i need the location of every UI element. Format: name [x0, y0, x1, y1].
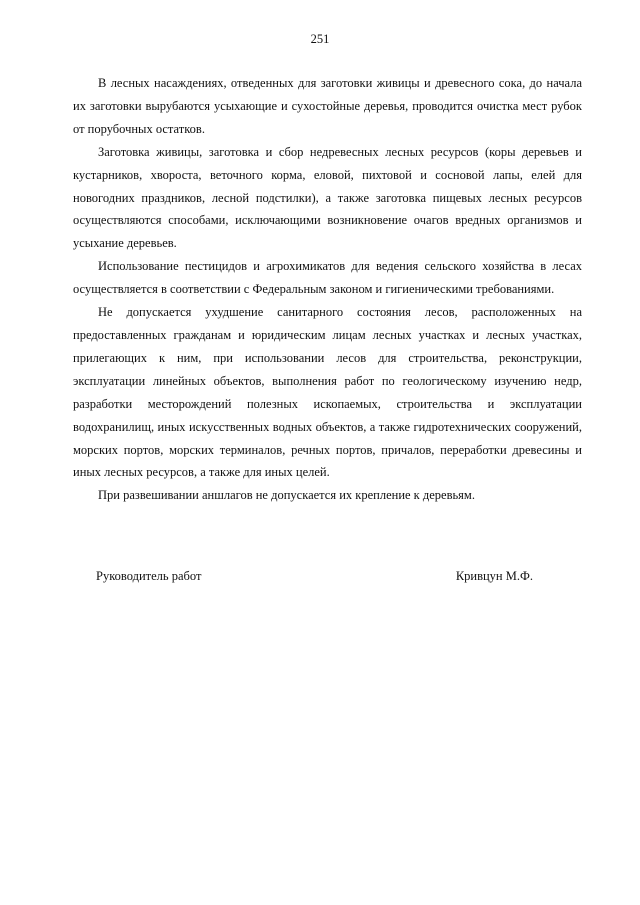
paragraph-sanitary-condition: Не допускается ухудшение санитарного состояния лесов, расположенных на предоставленных гражданам и юридическим лицам лесных участках и лесных участках, прилегающих к ним, при использовании лесов для строительства, реконструкции, эксплуатации линейных объектов, выполнения работ по геологическому изучению недр, разработки месторождений полезных ископаемых, строительства и эксплуатации водохранилищ, иных искусственных водных объектов, а также гидротехнических сооружений, морских портов, морских терминалов, речных портов, причалов, переработки древесины и иных лесных ресурсов, а также для иных целей. — [73, 305, 582, 480]
paragraph-non-timber-resources: Заготовка живицы, заготовка и сбор недревесных лесных ресурсов (коры деревьев и кустарников, хвороста, веточного корма, еловой, пихтовой и сосновой лапы, елей для новогодних праздников, лесной подстилки), а также заготовка пищевых лесных ресурсов осуществляются способами, исключающими возникновение очагов вредных организмов и усыхание деревьев. — [73, 144, 582, 251]
signature-block — [96, 568, 533, 584]
document-body — [73, 72, 582, 507]
signature-role: Руководитель работ — [96, 569, 202, 583]
paragraph-pesticides-usage: Использование пестицидов и агрохимикатов для ведения сельского хозяйства в лесах осуществляется в соответствии с Федеральным законом и гигиеническими требованиями. — [73, 259, 582, 297]
paragraph-signs-attachment: При развешивании аншлагов не допускается их крепление к деревьям. — [98, 488, 475, 503]
paragraph-resin-collection-clearing: В лесных насаждениях, отведенных для заготовки живицы и древесного сока, до начала их заготовки вырубаются усыхающие и сухостойные деревья, проводится очистка мест рубок от порубочных остатков. — [73, 76, 582, 136]
page-number: 251 — [310, 32, 330, 46]
signature-name: Кривцун М.Ф. — [455, 569, 533, 583]
